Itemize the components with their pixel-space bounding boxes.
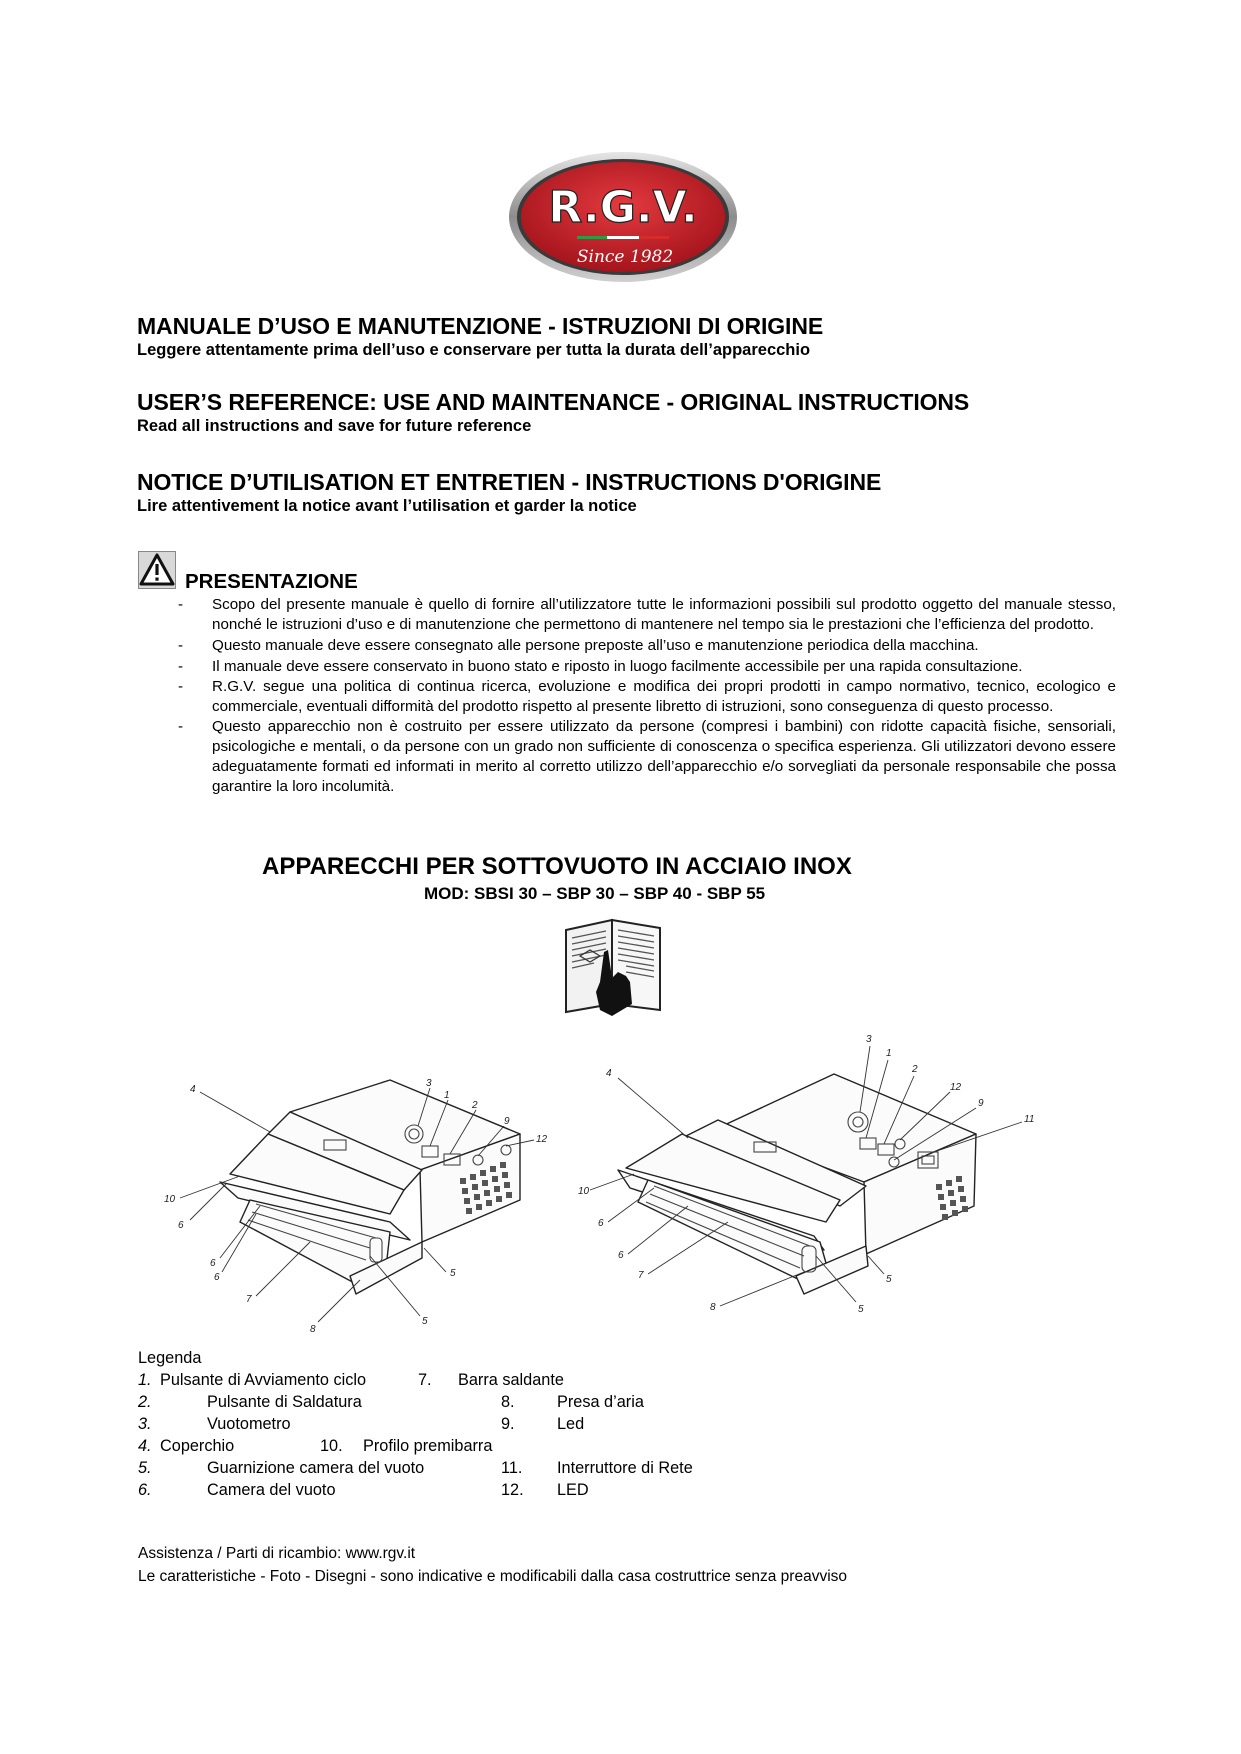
legend-item-number: 8.: [501, 1393, 515, 1411]
callout-label: 9: [978, 1098, 984, 1109]
callout-label: 12: [536, 1134, 548, 1145]
list-item: [176, 657, 1116, 677]
callout-label: 2: [912, 1064, 918, 1075]
callout-label: 11: [1024, 1114, 1035, 1125]
list-item-text: R.G.V. segue una politica di continua ricerca, evoluzione e modifica dei propri prodotti in campo normativo, tecnico, ecologico e commerciale, eventuali difformità del prodotto rispetto al presente libretto di istruzioni, sono conseguenza di questo processo.: [212, 678, 1116, 715]
callout-label: 6: [210, 1258, 216, 1269]
list-item: [176, 717, 1116, 797]
callout-label: 8: [710, 1302, 716, 1313]
legend-item-number: 2.: [138, 1393, 152, 1411]
list-item-text: Questo manuale deve essere consegnato alle persone preposte all’uso e manutenzione periodica della macchina.: [212, 637, 979, 654]
callout-label: 8: [310, 1324, 316, 1335]
bullet-dash: -: [178, 658, 184, 675]
legend-item-label: Interruttore di Rete: [557, 1459, 693, 1477]
callout-label: 9: [504, 1116, 510, 1127]
callout-label: 6: [618, 1250, 624, 1261]
bullet-dash: -: [178, 596, 184, 613]
callout-label: 5: [450, 1268, 456, 1279]
callout-label: 10: [164, 1194, 176, 1205]
heading-french: NOTICE D’UTILISATION ET ENTRETIEN - INSTRUCTIONS D'ORIGINE: [137, 469, 882, 495]
callout-label: 4: [190, 1084, 196, 1095]
legend-item-number: 11.: [501, 1459, 523, 1477]
rgv-logo: [507, 150, 739, 284]
machine-diagram-left: [160, 1072, 570, 1342]
bullet-dash: -: [178, 718, 184, 735]
legend-item-number: 4.: [138, 1437, 152, 1455]
callout-label: 2: [472, 1100, 478, 1111]
callout-label: 6: [214, 1272, 220, 1283]
legend-item-number: 9.: [501, 1415, 515, 1433]
callout-label: 12: [950, 1082, 962, 1093]
bullet-dash: -: [178, 637, 184, 654]
logo-brand-text: R.G.V.: [548, 182, 698, 233]
callout-label: 1: [444, 1090, 450, 1101]
legend-item-label: Barra saldante: [458, 1371, 564, 1389]
read-manual-icon: [560, 912, 666, 1018]
callout-label: 10: [578, 1186, 590, 1197]
footer-disclaimer: Le caratteristiche - Foto - Disegni - sono indicative e modificabili dalla casa costruttrice senza preavviso: [138, 1568, 848, 1585]
product-title: APPARECCHI PER SOTTOVUOTO IN ACCIAIO INOX: [262, 853, 852, 880]
legend-item-label: LED: [557, 1481, 589, 1499]
legend-item-label: Vuotometro: [207, 1415, 291, 1433]
legend-item-label: Led: [557, 1415, 585, 1433]
legend-item-label: Guarnizione camera del vuoto: [207, 1459, 425, 1477]
warning-icon: [138, 551, 176, 589]
list-item: [176, 677, 1116, 717]
legend-item-number: 6.: [138, 1481, 152, 1499]
callout-label: 3: [866, 1034, 872, 1045]
legend-title: Legenda: [138, 1349, 202, 1367]
legend-item-label: Pulsante di Saldatura: [207, 1393, 362, 1411]
subheading-english: Read all instructions and save for future reference: [137, 417, 532, 435]
callout-label: 5: [858, 1304, 864, 1315]
callout-label: 6: [598, 1218, 604, 1229]
callout-label: 7: [638, 1270, 644, 1281]
callout-label: 1: [886, 1048, 892, 1059]
legend-item-label: Presa d’aria: [557, 1393, 644, 1411]
list-item-text: Questo apparecchio non è costruito per essere utilizzato da persone (compresi i bambini) con ridotte capacità fisiche, sensoriali, psicologiche e mentali, o da persone con un grado non sufficiente di conoscenza o specifica esperienza. Gli utilizzatori devono essere adeguatamente formati ed informati in merito al corretto utilizzo dell’apparecchio e/o sorvegliati da personale responsabile che possa garantire la loro incolumità.: [212, 718, 1116, 795]
legend-item-label: Profilo premibarra: [363, 1437, 493, 1455]
callout-label: 3: [426, 1078, 432, 1089]
presentation-title: PRESENTAZIONE: [185, 570, 358, 593]
bullet-dash: -: [178, 678, 184, 695]
callout-label: 5: [422, 1316, 428, 1327]
legend-item-label: Pulsante di Avviamento ciclo: [160, 1371, 367, 1389]
list-item: [176, 636, 1116, 656]
list-item: [176, 595, 1116, 635]
footer-assistance: Assistenza / Parti di ricambio: www.rgv.it: [138, 1545, 416, 1562]
legend-item-number: 3.: [138, 1415, 152, 1433]
legend-item-label: Coperchio: [160, 1437, 235, 1455]
product-models: MOD: SBSI 30 – SBP 30 – SBP 40 - SBP 55: [424, 884, 766, 903]
list-item-text: Scopo del presente manuale è quello di fornire all’utilizzatore tutte le informazioni possibili sul prodotto oggetto del manuale stesso, nonché le istruzioni d’uso e di manutenzione che permettono di mantenere nel tempo sia le prestazioni che l’efficienza del prodotto.: [212, 596, 1116, 633]
heading-italian: MANUALE D’USO E MANUTENZIONE - ISTRUZIONI DI ORIGINE: [137, 313, 824, 339]
legend-item-number: 1.: [138, 1371, 152, 1389]
subheading-french: Lire attentivement la notice avant l’utilisation et garder la notice: [137, 497, 637, 515]
callout-label: 7: [246, 1294, 252, 1305]
legend-item-number: 5.: [138, 1459, 152, 1477]
callout-label: 4: [606, 1068, 612, 1079]
subheading-italian: Leggere attentamente prima dell’uso e conservare per tutta la durata dell’apparecchio: [137, 341, 811, 359]
legend-item-number: 12.: [501, 1481, 524, 1499]
callout-label: 6: [178, 1220, 184, 1231]
list-item-text: Il manuale deve essere conservato in buono stato e riposto in luogo facilmente accessibile per una rapida consultazione.: [212, 658, 1023, 675]
legend-item-number: 7.: [418, 1371, 432, 1389]
presentation-list: [176, 595, 1116, 797]
legend-item-label: Camera del vuoto: [207, 1481, 336, 1499]
callout-label: 5: [886, 1274, 892, 1285]
machine-diagram-right: [578, 1010, 1048, 1350]
logo-tagline-text: Since 1982: [576, 247, 674, 267]
legend-item-number: 10.: [320, 1437, 343, 1455]
heading-english: USER’S REFERENCE: USE AND MAINTENANCE - ORIGINAL INSTRUCTIONS: [137, 389, 970, 415]
